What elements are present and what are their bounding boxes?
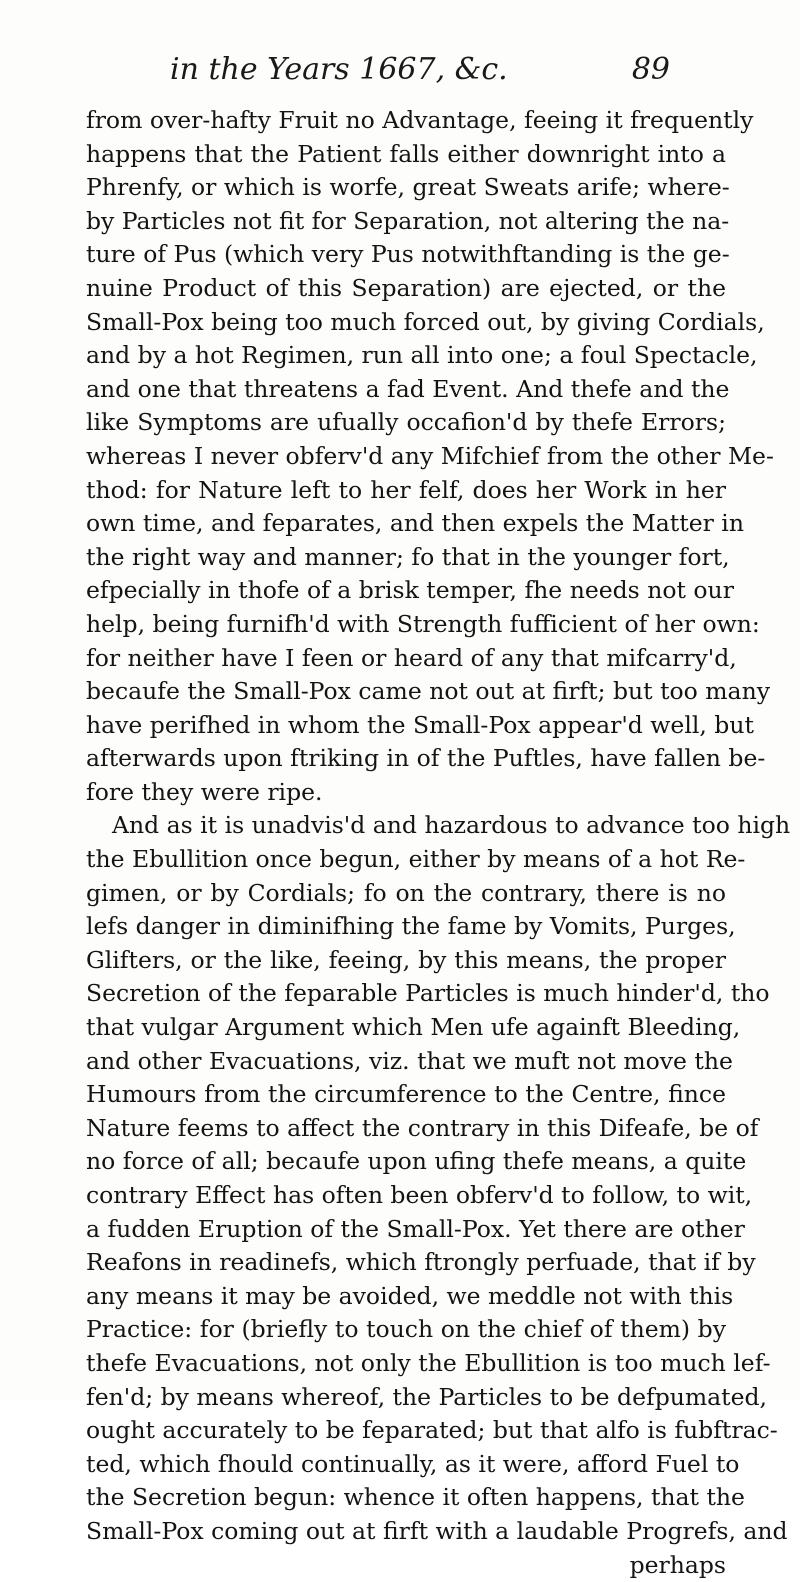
text-line: happens that the Patient falls either downright into a	[86, 139, 726, 168]
text-line: for neither have I feen or heard of any that mifcarry'd,	[86, 643, 737, 672]
text-line: afterwards upon ftriking in of the Puftles, have fallen be-	[86, 744, 766, 773]
text-line: have perifhed in whom the Small-Pox appear'd well, but	[86, 710, 754, 739]
text-line: ought accurately to be feparated; but that alfo is fubftrac-	[86, 1416, 778, 1445]
text-line: Small-Pox coming out at firft with a laudable Progrefs, and	[86, 1516, 788, 1545]
text-line: thod: for Nature left to her felf, does her Work in her	[86, 475, 726, 504]
text-line: Phrenfy, or which is worfe, great Sweats arife; where-	[86, 173, 730, 202]
text-line: Nature feems to affect the contrary in this Difeafe, be of	[86, 1113, 759, 1142]
text-line: contrary Effect has often been obferv'd to follow, to wit,	[86, 1181, 753, 1209]
text-line: ture of Pus (which very Pus notwithftanding is the ge-	[86, 240, 730, 269]
text-line: Reafons in readinefs, which ftrongly perfuade, that if by	[86, 1248, 756, 1277]
text-line: Humours from the circumference to the Centre, fince	[86, 1080, 726, 1109]
text-line: any means it may be avoided, we meddle not with this	[86, 1281, 734, 1310]
running-header	[170, 52, 670, 92]
text-line: and other Evacuations, viz. that we muft not move the	[86, 1046, 733, 1075]
text-line: and one that threatens a fad Event. And thefe and the	[86, 374, 730, 403]
text-line: and by a hot Regimen, run all into one; a foul Spectacle,	[86, 341, 758, 370]
text-line: fen'd; by means whereof, the Particles to be defpumated,	[86, 1382, 768, 1411]
text-line: thefe Evacuations, not only the Ebullition is too much lef-	[86, 1348, 771, 1377]
text-line: that vulgar Argument which Men ufe againft Bleeding,	[86, 1013, 741, 1042]
catchword: perhaps	[629, 1550, 726, 1579]
text-line: by Particles not fit for Separation, not altering the na-	[86, 206, 730, 235]
text-line: whereas I never obferv'd any Mifchief from the other Me-	[86, 441, 774, 470]
text-line: lefs danger in diminifhing the fame by Vomits, Purges,	[86, 912, 736, 941]
text-line: Practice: for (briefly to touch on the chief of them) by	[86, 1315, 726, 1344]
text-line: no force of all; becaufe upon ufing thefe means, a quite	[86, 1147, 747, 1176]
body-text	[86, 104, 791, 1582]
text-line: Small-Pox being too much forced out, by giving Cordials,	[86, 307, 765, 336]
text-line: Glifters, or the like, feeing, by this means, the proper	[86, 945, 726, 974]
text-line: the right way and manner; fo that in the younger fort,	[86, 542, 730, 571]
text-line: own time, and feparates, and then expels the Matter in	[86, 509, 744, 538]
text-line: like Symptoms are ufually occafion'd by thefe Errors;	[86, 408, 726, 437]
text-line: gimen, or by Cordials; fo on the contrary, there is no	[86, 878, 726, 907]
text-line: efpecially in thofe of a brisk temper, fhe needs not our	[86, 576, 734, 605]
text-line: fore they were ripe.	[86, 777, 323, 806]
text-line: the Secretion begun: whence it often happens, that the	[86, 1483, 745, 1512]
running-title: in the Years 1667, &c.	[170, 52, 508, 87]
text-line: from over-hafty Fruit no Advantage, feeing it frequently	[86, 106, 754, 134]
text-line: help, being furnifh'd with Strength fufficient of her own:	[86, 609, 760, 638]
text-line: the Ebullition once begun, either by means of a hot Re-	[86, 845, 746, 874]
text-line: becaufe the Small-Pox came not out at firft; but too many	[86, 677, 770, 706]
page-number: 89	[631, 52, 670, 87]
text-line: a fudden Eruption of the Small-Pox. Yet there are other	[86, 1214, 745, 1243]
text-line: And as it is unadvis'd and hazardous to advance too high	[112, 811, 791, 840]
text-line: Secretion of the feparable Particles is much hinder'd, tho	[86, 979, 770, 1008]
text-line: nuine Product of this Separation) are ejected, or the	[86, 273, 726, 302]
text-line: ted, which fhould continually, as it were, afford Fuel to	[86, 1449, 740, 1478]
